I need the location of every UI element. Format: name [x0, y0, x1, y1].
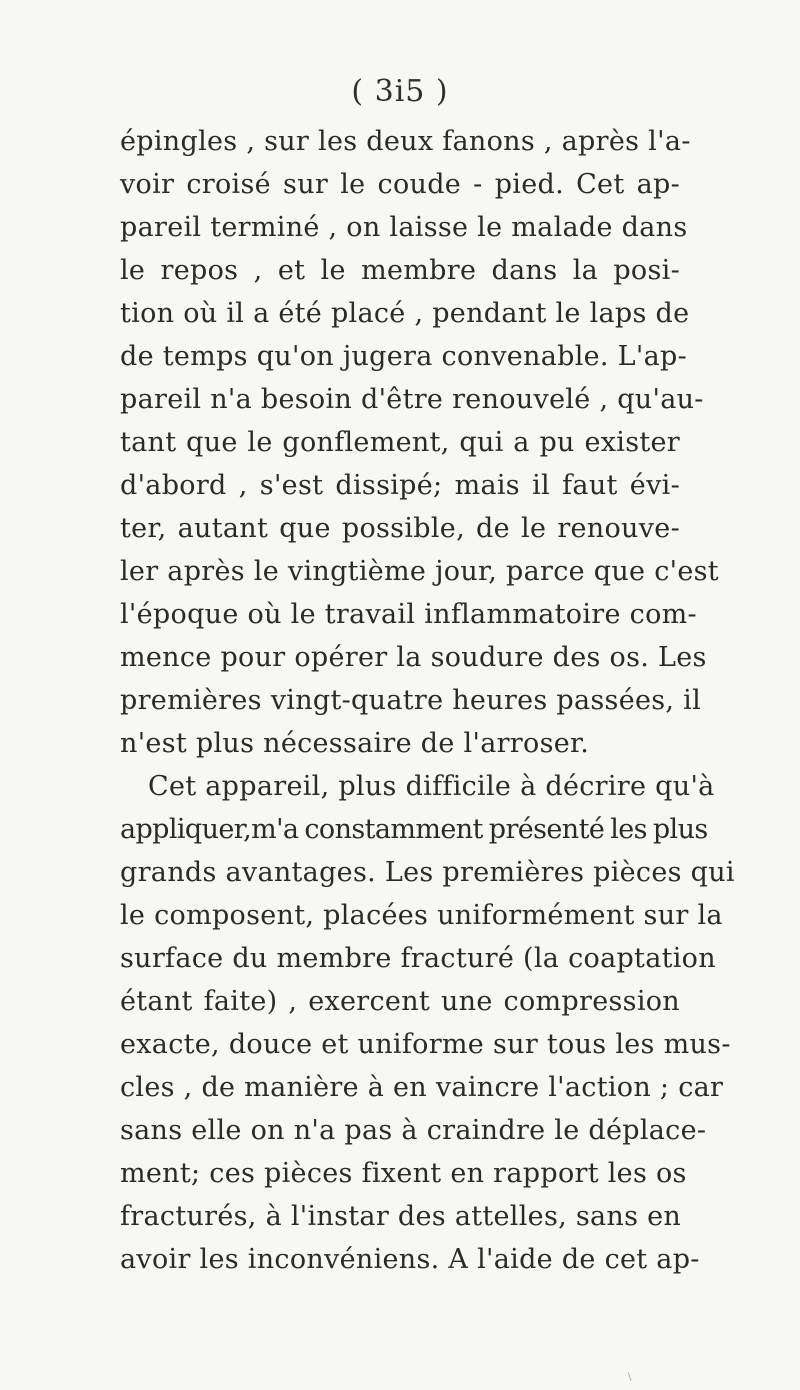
- text-line: épingles , sur les deux fanons , après l'a-: [120, 126, 691, 157]
- text-line: pareil terminé , on laisse le malade dans: [120, 212, 688, 243]
- text-line: tion où il a été placé , pendant le laps de: [120, 298, 690, 329]
- text-line: appliquer,m'a constamment présenté les plus: [120, 814, 708, 845]
- text-line: fracturés, à l'instar des attelles, sans en: [120, 1201, 682, 1232]
- text-line: cles , de manière à en vaincre l'action ; car: [120, 1072, 724, 1103]
- text-line: l'époque où le travail inflammatoire com-: [120, 599, 697, 630]
- text-line: exacte, douce et uniforme sur tous les mus-: [120, 1029, 731, 1060]
- text-line: tant que le gonflement, qui a pu exister: [120, 427, 680, 458]
- text-line: étant faite) , exercent une compression: [120, 986, 680, 1017]
- text-line: ler après le vingtième jour, parce que c'est: [120, 556, 719, 587]
- print-mark: \: [628, 1372, 632, 1383]
- text-line: premières vingt-quatre heures passées, il: [120, 685, 702, 716]
- body-text: [120, 120, 735, 1281]
- text-line: de temps qu'on jugera convenable. L'ap-: [120, 341, 688, 372]
- text-line: mence pour opérer la soudure des os. Les: [120, 642, 707, 673]
- text-line: sans elle on n'a pas à craindre le déplace-: [120, 1115, 707, 1146]
- text-line: le composent, placées uniformément sur la: [120, 900, 723, 931]
- text-line: grands avantages. Les premières pièces qui: [120, 857, 735, 888]
- text-line: avoir les inconvéniens. A l'aide de cet ap-: [120, 1244, 700, 1275]
- text-line: voir croisé sur le coude - pied. Cet ap-: [120, 169, 680, 200]
- page-number: ( 3i5 ): [351, 74, 449, 109]
- text-line: ter, autant que possible, de le renouve-: [120, 513, 680, 544]
- text-line: pareil n'a besoin d'être renouvelé , qu'au-: [120, 384, 704, 415]
- paragraph-start-line: Cet appareil, plus difficile à décrire qu'à: [148, 771, 715, 802]
- text-line: d'abord , s'est dissipé; mais il faut évi-: [120, 470, 680, 501]
- text-line: le repos , et le membre dans la posi-: [120, 255, 680, 286]
- paragraph-end-line: n'est plus nécessaire de l'arroser.: [120, 728, 590, 759]
- text-line: surface du membre fracturé (la coaptation: [120, 943, 716, 974]
- text-line: ment; ces pièces fixent en rapport les os: [120, 1158, 687, 1189]
